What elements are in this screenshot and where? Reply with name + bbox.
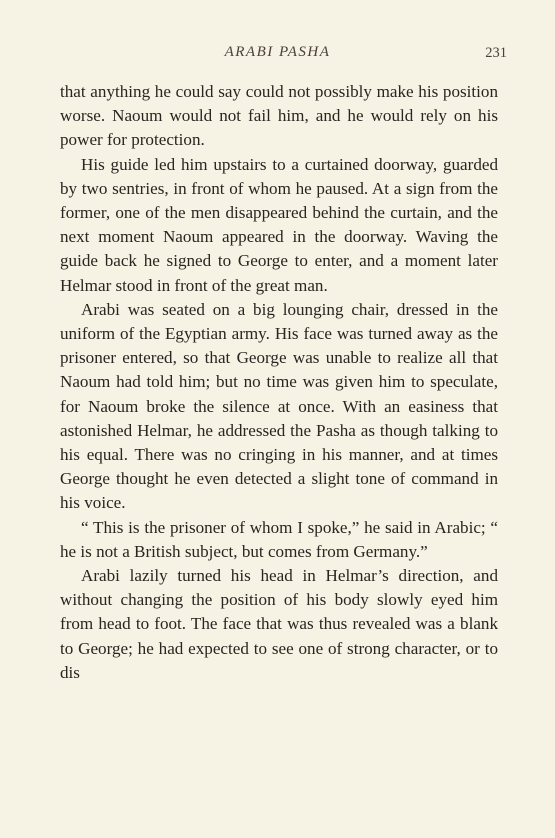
paragraph-continuation: that anything he could say could not possibly make his position worse. Naoum would not fail him, and he would rely on his power for protection. <box>60 82 498 150</box>
paragraph-guide-upstairs: His guide led him upstairs to a curtained doorway, guarded by two sentries, in front of whom he paused. At a sign from the former, one of the men disappeared behind the curtain, and the next moment Naoum appeared in the doorway. Waving the guide back he signed to George to enter, and a moment later Helmar stood in front of the great man. <box>60 154 498 295</box>
running-title: ARABI PASHA <box>224 44 331 60</box>
paragraph-arabi-turns: Arabi lazily turned his head in Helmar’s direction, and without changing the position of his body slowly eyed him from head to foot. The face that was thus revealed was a blank to George; he had expected to see one of strong character, or to dis <box>60 566 498 682</box>
body-text <box>60 80 498 685</box>
paragraph-arabi-seated: Arabi was seated on a big lounging chair, dressed in the uniform of the Egyptian army. His face was turned away as the prisoner entered, so that George was unable to realize all that Naoum had told him; but no time was given him to speculate, for Naoum broke the silence at once. With an easiness that astonished Helmar, he addressed the Pasha as though talking to his equal. There was no cringing in his manner, and at times George thought he even detected a slight tone of command in his voice. <box>60 299 498 513</box>
page-number: 231 <box>485 45 507 61</box>
paragraph-naoum-quote: “ This is the prisoner of whom I spoke,” he said in Arabic; “ he is not a British subject, but comes from Germany.” <box>60 517 498 561</box>
page-header <box>0 44 555 66</box>
